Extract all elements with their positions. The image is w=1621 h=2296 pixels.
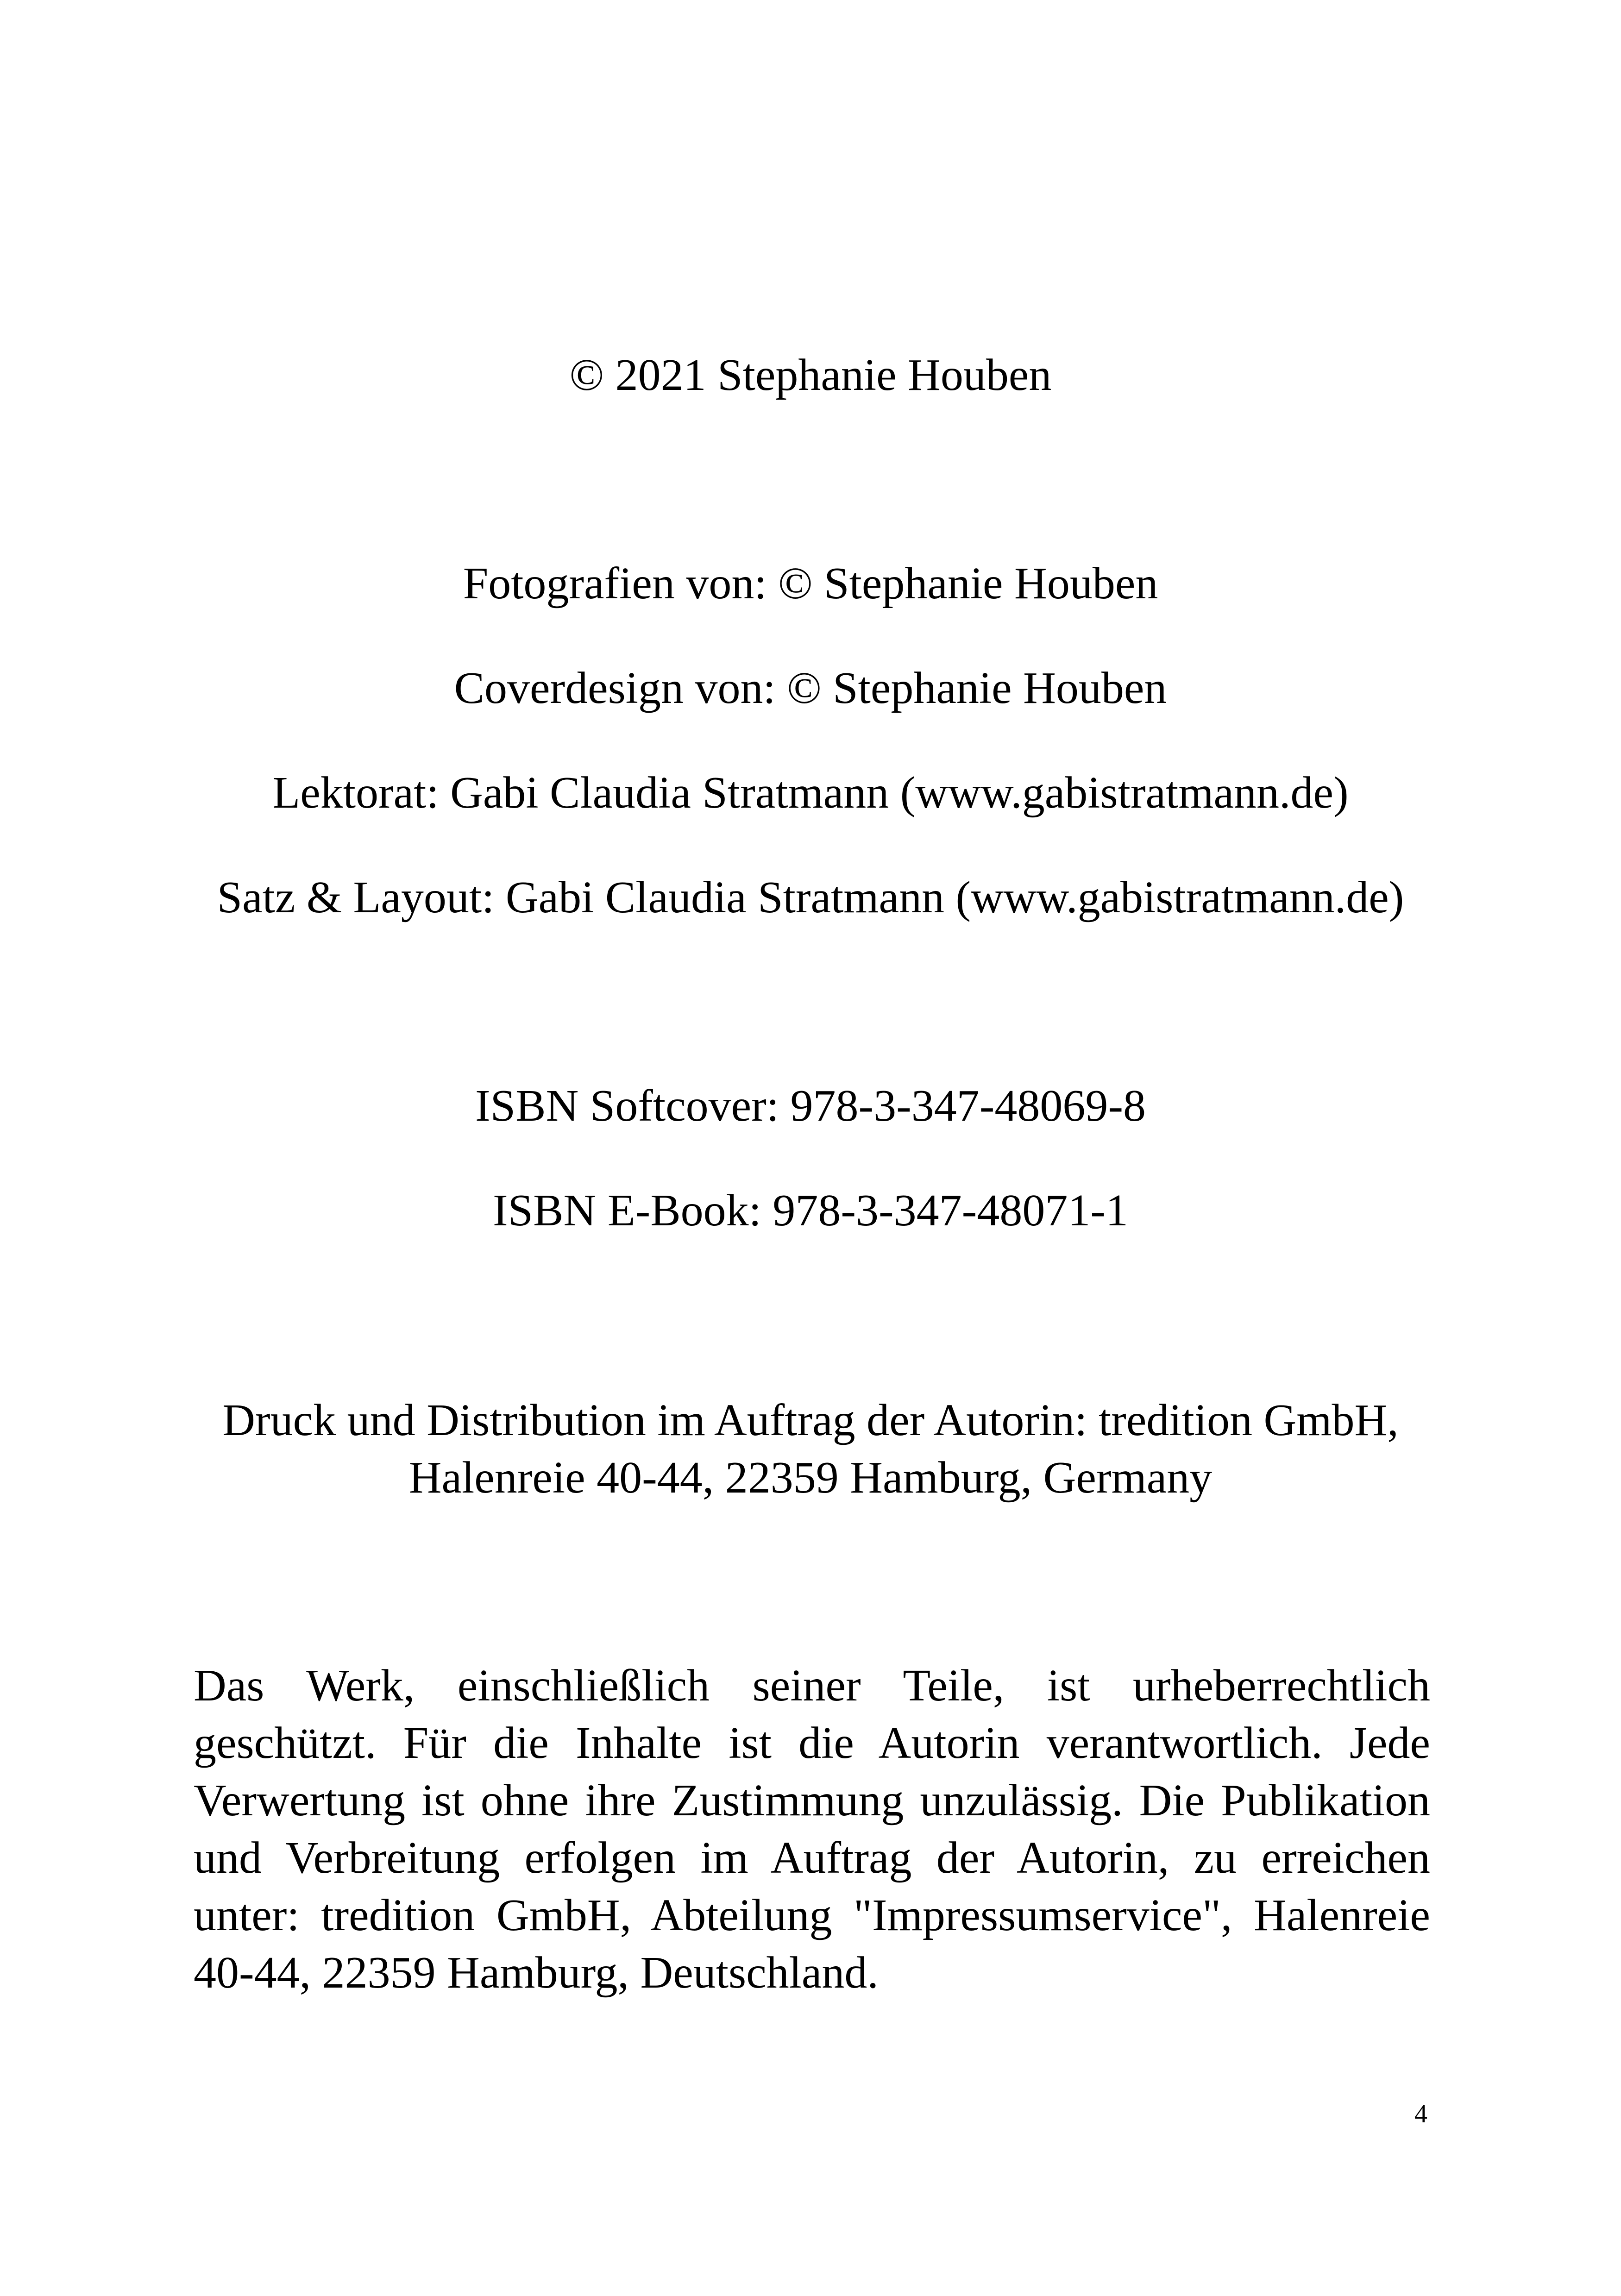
typesetting-credit: Satz & Layout: Gabi Claudia Stratmann (www.gabistratmann.de) (217, 872, 1404, 922)
legal-notice-line: Das Werk, einschließlich seiner Teile, ist urheberrechtlich (194, 1661, 1430, 1711)
legal-notice (194, 1657, 1430, 2001)
cover-credit: Coverdesign von: © Stephanie Houben (454, 663, 1167, 713)
photo-credit: Fotografien von: © Stephanie Houben (463, 558, 1158, 609)
distribution-info (0, 1392, 1621, 1506)
isbn-softcover: ISBN Softcover: 978-3-347-48069-8 (475, 1081, 1146, 1131)
distribution-line: Halenreie 40-44, 22359 Hamburg, Germany (408, 1453, 1213, 1503)
legal-notice-line: Verwertung ist ohne ihre Zustimmung unzulässig. Die Publikation (194, 1775, 1430, 1826)
legal-notice-line: 40-44, 22359 Hamburg, Deutschland. (194, 1948, 879, 1998)
editing-credit: Lektorat: Gabi Claudia Stratmann (www.gabistratmann.de) (272, 768, 1349, 818)
copyright-line: © 2021 Stephanie Houben (569, 350, 1052, 400)
legal-notice-line: unter: tredition GmbH, Abteilung "Impressumservice", Halenreie (194, 1890, 1430, 1940)
legal-notice-line: geschützt. Für die Inhalte ist die Autorin verantwortlich. Jede (194, 1718, 1430, 1768)
page-number: 4 (1414, 2100, 1427, 2128)
distribution-line: Druck und Distribution im Auftrag der Autorin: tredition GmbH, (222, 1395, 1399, 1445)
isbn-ebook: ISBN E-Book: 978-3-347-48071-1 (493, 1186, 1128, 1236)
legal-notice-line: und Verbreitung erfolgen im Auftrag der Autorin, zu erreichen (194, 1833, 1430, 1883)
